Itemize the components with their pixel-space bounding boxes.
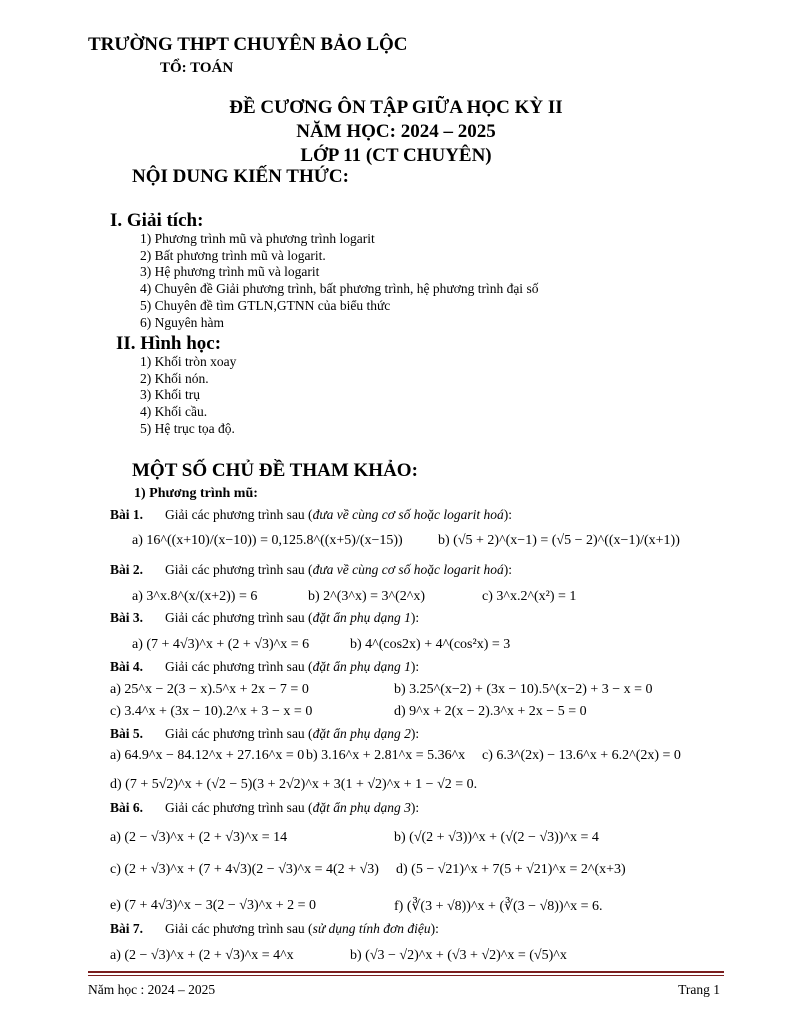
equation: e) (7 + 4√3)^x − 3(2 − √3)^x + 2 = 0 — [110, 898, 317, 913]
content-heading: NỘI DUNG KIẾN THỨC: — [132, 166, 349, 187]
section2-item: 5) Hệ trục tọa độ. — [140, 421, 235, 436]
topics-heading: MỘT SỐ CHỦ ĐỀ THAM KHẢO: — [132, 460, 418, 481]
exercise-3: Bài 3. Giải các phương trình sau (đặt ẩn phụ dạng 1): — [110, 610, 420, 625]
equation: c) 6.3^(2x) − 13.6^x + 6.2^(2x) = 0 — [482, 748, 681, 763]
exercise-2: Bài 2. Giải các phương trình sau (đưa về cùng cơ số hoặc logarit hoá): — [110, 562, 512, 577]
exercise-6: Bài 6. Giải các phương trình sau (đặt ẩn phụ dạng 3): — [110, 800, 420, 815]
section1-heading: I. Giải tích: — [110, 210, 204, 231]
section1-item: 3) Hệ phương trình mũ và logarit — [140, 264, 320, 279]
equation: a) (2 − √3)^x + (2 + √3)^x = 14 — [110, 830, 288, 845]
section1-item: 1) Phương trình mũ và phương trình logarit — [140, 231, 375, 246]
section2-heading: II. Hình học: — [116, 333, 222, 354]
section1-item: 2) Bất phương trình mũ và logarit. — [140, 248, 326, 263]
equation: a) (2 − √3)^x + (2 + √3)^x = 4^x — [110, 948, 294, 963]
equation: c) 3^x.2^(x²) = 1 — [482, 589, 577, 604]
section1-item: 5) Chuyên đề tìm GTLN,GTNN của biểu thức — [140, 298, 391, 313]
equation: a) 16^((x+10)/(x−10)) = 0,125.8^((x+5)/(x−15)) — [132, 533, 403, 548]
section1-item: 4) Chuyên đề Giải phương trình, bất phương trình, hệ phương trình đại số — [140, 281, 539, 296]
equation: c) 3.4^x + (3x − 10).2^x + 3 − x = 0 — [110, 704, 313, 719]
footer-rule — [88, 971, 724, 973]
equation: d) 9^x + 2(x − 2).3^x + 2x − 5 = 0 — [394, 704, 587, 719]
footer-school-year: Năm học : 2024 – 2025 — [88, 982, 216, 997]
equation: b) 3.16^x + 2.81^x = 5.36^x — [306, 748, 466, 763]
exercise-5: Bài 5. Giải các phương trình sau (đặt ẩn phụ dạng 2): — [110, 726, 420, 741]
section2-item: 4) Khối cầu. — [140, 404, 208, 419]
section1-item: 6) Nguyên hàm — [140, 315, 224, 330]
equation: b) 4^(cos2x) + 4^(cos²x) = 3 — [350, 637, 511, 652]
section2-item: 2) Khối nón. — [140, 371, 209, 386]
equation: f) (∛(3 + √8))^x + (∛(3 − √8))^x = 6. — [394, 899, 603, 914]
doc-title-line2: NĂM HỌC: 2024 – 2025 — [296, 121, 496, 142]
section2-item: 1) Khối tròn xoay — [140, 354, 237, 369]
doc-title-line1: ĐỀ CƯƠNG ÔN TẬP GIỮA HỌC KỲ II — [229, 97, 563, 118]
equation: b) (√5 + 2)^(x−1) = (√5 − 2)^((x−1)/(x+1)) — [438, 533, 680, 548]
equation: b) (√3 − √2)^x + (√3 + √2)^x = (√5)^x — [350, 948, 567, 963]
exercise-7: Bài 7. Giải các phương trình sau (sử dụng tính đơn điệu): — [110, 921, 439, 936]
footer-rule-thin — [88, 975, 724, 976]
department: TỔ: TOÁN — [160, 60, 234, 76]
equation: b) (√(2 + √3))^x + (√(2 − √3))^x = 4 — [394, 830, 599, 845]
exercise-1: Bài 1. Giải các phương trình sau (đưa về cùng cơ số hoặc logarit hoá): — [110, 507, 512, 522]
topic-1-heading: 1) Phương trình mũ: — [134, 486, 258, 501]
equation: a) (7 + 4√3)^x + (2 + √3)^x = 6 — [132, 637, 310, 652]
equation: c) (2 + √3)^x + (7 + 4√3)(2 − √3)^x = 4(2 + √3) — [110, 862, 379, 877]
school-name: TRƯỜNG THPT CHUYÊN BẢO LỘC — [88, 34, 408, 55]
equation: a) 3^x.8^(x/(x+2)) = 6 — [132, 589, 258, 604]
equation: d) (7 + 5√2)^x + (√2 − 5)(3 + 2√2)^x + 3(1 + √2)^x + 1 − √2 = 0. — [110, 777, 478, 792]
exercise-label: Bài 1. — [110, 507, 144, 522]
page-number: Trang 1 — [678, 982, 720, 997]
doc-title-line3: LỚP 11 (CT CHUYÊN) — [300, 145, 492, 166]
equation: a) 64.9^x − 84.12^x + 27.16^x = 0 — [110, 748, 305, 763]
exercise-4: Bài 4. Giải các phương trình sau (đặt ẩn phụ dạng 1): — [110, 659, 420, 674]
section2-item: 3) Khối trụ — [140, 387, 200, 402]
equation: b) 2^(3^x) = 3^(2^x) — [308, 589, 425, 604]
equation: d) (5 − √21)^x + 7(5 + √21)^x = 2^(x+3) — [396, 862, 626, 877]
equation: a) 25^x − 2(3 − x).5^x + 2x − 7 = 0 — [110, 682, 309, 697]
equation: b) 3.25^(x−2) + (3x − 10).5^(x−2) + 3 − x = 0 — [394, 682, 653, 697]
